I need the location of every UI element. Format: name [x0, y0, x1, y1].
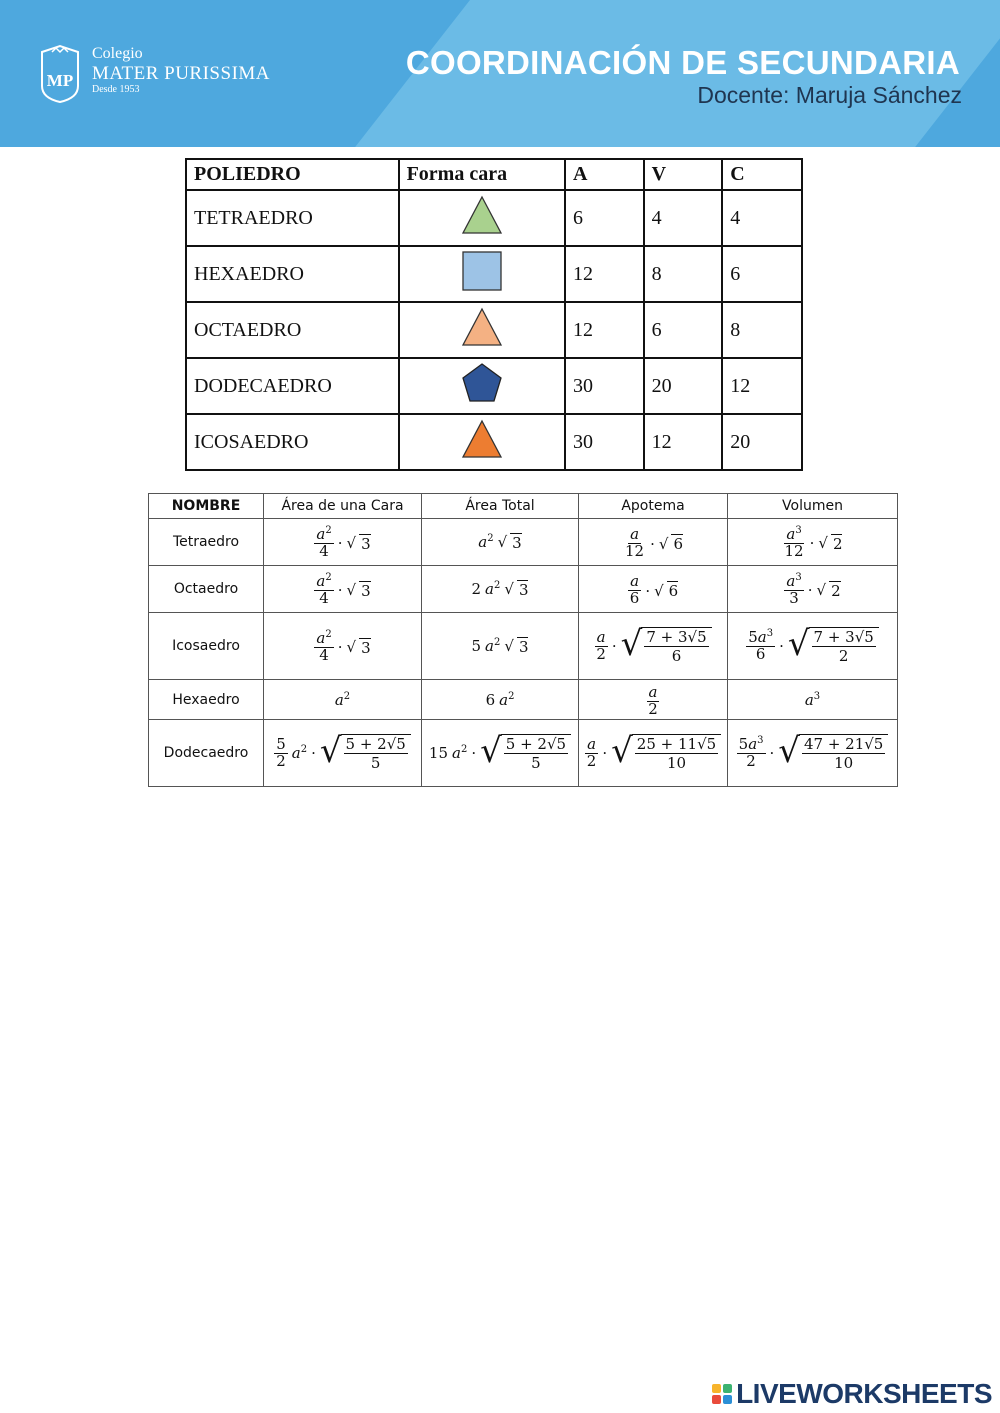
- formula: [784, 573, 840, 607]
- vertices-value: 12: [644, 414, 723, 470]
- formula: [335, 691, 350, 709]
- dot: ·: [645, 581, 651, 600]
- radicand: 6: [673, 535, 683, 553]
- vertices-value: 8: [644, 246, 723, 302]
- table-header-row: [149, 494, 898, 519]
- var-a: a: [648, 682, 658, 701]
- sqrt-sign: √: [611, 731, 633, 772]
- formula-cell: [579, 566, 728, 613]
- radicand: 3: [361, 534, 371, 553]
- poliedro-name: ICOSAEDRO: [186, 414, 399, 470]
- col-area-cara: Área de una Cara: [264, 494, 422, 519]
- den: 6: [629, 589, 640, 607]
- dot: ·: [602, 744, 608, 763]
- radicand: 3: [361, 638, 371, 657]
- poliedro-name: HEXAEDRO: [186, 246, 399, 302]
- fraction: [314, 630, 333, 664]
- triangle-icon: [460, 305, 504, 349]
- formula-cell: [422, 613, 579, 680]
- var-a: a: [786, 525, 796, 544]
- formula: [623, 527, 683, 560]
- coef: 5: [471, 637, 482, 656]
- caras-value: 20: [722, 414, 802, 470]
- var-a: a: [452, 744, 461, 762]
- fraction: [746, 629, 775, 663]
- poliedro-name: OCTAEDRO: [186, 302, 399, 358]
- formula: [805, 691, 820, 709]
- formula: [486, 691, 515, 709]
- caras-value: 12: [722, 358, 802, 414]
- exp: 3: [757, 735, 764, 747]
- formula-cell: [728, 566, 898, 613]
- school-name: [92, 46, 270, 95]
- formula-cell: [728, 720, 898, 787]
- col-nombre: NOMBRE: [149, 494, 264, 519]
- num: 5 + 2√5: [505, 735, 567, 753]
- radical: [611, 731, 721, 773]
- radical: [620, 624, 712, 666]
- exp: 2: [494, 580, 501, 592]
- caras-value: 6: [722, 246, 802, 302]
- dot: ·: [769, 744, 775, 762]
- radical: [778, 731, 888, 772]
- sqrt-sign: √: [346, 638, 357, 656]
- radicand: 3: [361, 581, 371, 600]
- sqrt-sign: √: [620, 624, 643, 665]
- polyhedron-name: Icosaedro: [149, 613, 264, 680]
- den: 6: [671, 647, 682, 666]
- polyhedron-name: Octaedro: [149, 566, 264, 613]
- radicand: 6: [668, 582, 679, 600]
- exp: 2: [460, 744, 468, 755]
- dot: ·: [809, 534, 815, 552]
- formula-cell: [264, 519, 422, 566]
- formula-cell: [422, 680, 579, 720]
- sqrt-sign: √: [816, 581, 827, 599]
- table-row: [186, 414, 802, 470]
- table-row: [149, 519, 898, 566]
- den: 2: [276, 751, 286, 770]
- var-a: a: [485, 637, 494, 656]
- fraction: [646, 682, 660, 718]
- sqrt-sign: √: [346, 534, 357, 552]
- formula-cell: [579, 613, 728, 680]
- poliedro-name: DODECAEDRO: [186, 358, 399, 414]
- formula: [783, 526, 843, 560]
- coef: 6: [485, 691, 496, 709]
- caras-value: 4: [722, 190, 802, 246]
- formula-cell: [728, 613, 898, 680]
- dot: ·: [611, 637, 617, 656]
- exp: 3: [795, 572, 802, 584]
- radicand: 3: [512, 533, 522, 552]
- coef: 5: [738, 735, 749, 754]
- logo-mark: MP: [46, 71, 74, 90]
- formula-cell: [579, 680, 728, 720]
- formula-cell: [728, 519, 898, 566]
- sqrt-sign: √: [654, 581, 664, 600]
- page-title: COORDINACIÓN DE SECUNDARIA: [405, 44, 960, 81]
- triangle-icon: [460, 193, 504, 237]
- var-a: a: [478, 533, 488, 552]
- num: 5 + 2√5: [345, 735, 406, 754]
- poliedro-name: TETRAEDRO: [186, 190, 399, 246]
- dot: ·: [650, 534, 655, 553]
- den: 12: [625, 542, 645, 560]
- aristas-value: 12: [565, 246, 644, 302]
- coef: 15: [428, 744, 448, 762]
- den: 2: [838, 647, 849, 665]
- col-poliedro: POLIEDRO: [186, 159, 399, 190]
- table-row: [149, 613, 898, 680]
- logo-line3: Desde 1953: [92, 84, 140, 95]
- table-row: [186, 246, 802, 302]
- logo-line1: Colegio: [92, 45, 143, 62]
- dot: ·: [311, 744, 316, 763]
- exp: 3: [813, 691, 821, 702]
- sqrt-sign: √: [504, 637, 514, 656]
- dot: ·: [337, 638, 343, 656]
- col-area-total: Área Total: [422, 494, 579, 519]
- formula-cell: [422, 519, 579, 566]
- var-a: a: [757, 628, 767, 647]
- polyhedron-name: Tetraedro: [149, 519, 264, 566]
- num: 7 + 3√5: [813, 628, 874, 646]
- formula-cell: [264, 566, 422, 613]
- den: 5: [370, 754, 381, 773]
- table-header-row: [186, 159, 802, 190]
- aristas-value: 12: [565, 302, 644, 358]
- formula-cell: [264, 680, 422, 720]
- exp: 2: [487, 533, 494, 545]
- table-row: [149, 680, 898, 720]
- exp: 2: [494, 637, 501, 649]
- fraction: [314, 526, 333, 560]
- coef: 5: [748, 628, 758, 647]
- sqrt-sign: √: [346, 581, 357, 599]
- aristas-value: 30: [565, 358, 644, 414]
- var-a: a: [630, 572, 640, 591]
- var-a: a: [499, 691, 509, 709]
- var-a: a: [334, 691, 344, 709]
- pentagon-icon: [460, 361, 504, 405]
- den: 4: [319, 542, 329, 560]
- formula: [472, 580, 529, 599]
- var-a: a: [630, 525, 640, 544]
- var-a: a: [587, 734, 597, 753]
- sqrt-sign: √: [480, 731, 502, 771]
- radicand: 3: [518, 637, 529, 656]
- table-row: [186, 190, 802, 246]
- aristas-value: 30: [565, 414, 644, 470]
- liveworksheets-icon: [712, 1384, 732, 1404]
- exp: 2: [325, 525, 332, 537]
- polyhedron-name: Hexaedro: [149, 680, 264, 720]
- logo-line2: MATER PURISSIMA: [92, 63, 271, 84]
- formula: [628, 574, 678, 607]
- col-volumen: Volumen: [728, 494, 898, 519]
- table-row: [149, 720, 898, 787]
- var-a: a: [485, 580, 494, 599]
- vertices-value: 4: [644, 190, 723, 246]
- den: 4: [319, 589, 329, 607]
- num: 7 + 3√5: [646, 628, 707, 647]
- dot: ·: [337, 534, 343, 552]
- fraction: [628, 574, 642, 607]
- den: 10: [666, 754, 687, 773]
- exp: 2: [325, 572, 332, 584]
- var-a: a: [316, 572, 326, 591]
- var-a: a: [316, 525, 326, 544]
- caras-value: 8: [722, 302, 802, 358]
- exp: 3: [766, 628, 774, 640]
- formula: [314, 526, 370, 560]
- header-banner: [0, 0, 1000, 147]
- exp: 2: [325, 629, 332, 641]
- radical: [787, 624, 879, 665]
- col-forma-cara: Forma cara: [399, 159, 565, 190]
- table-row: [186, 358, 802, 414]
- fraction: [585, 734, 599, 770]
- exp: 2: [300, 744, 308, 756]
- formula-cell: [422, 566, 579, 613]
- aristas-value: 6: [565, 190, 644, 246]
- polyhedra-table: [185, 158, 803, 471]
- formula: [585, 731, 721, 773]
- den: 2: [648, 699, 658, 718]
- formula: [737, 731, 889, 772]
- formula: [314, 630, 370, 664]
- num: 47 + 21√5: [803, 735, 884, 753]
- sqrt-sign: √: [504, 580, 514, 599]
- formula: [314, 573, 370, 607]
- var-a: a: [786, 572, 796, 591]
- col-apotema: Apotema: [579, 494, 728, 519]
- dot: ·: [807, 581, 813, 599]
- formula: [478, 533, 521, 552]
- formula: [646, 682, 660, 718]
- fraction: [314, 573, 333, 607]
- fraction: [737, 736, 766, 770]
- var-a: a: [316, 629, 326, 648]
- den: 12: [784, 542, 804, 560]
- exp: 3: [795, 525, 802, 537]
- formula-cell: [579, 720, 728, 787]
- den: 2: [596, 644, 606, 663]
- var-a: a: [748, 735, 758, 754]
- fraction: [594, 627, 608, 663]
- var-a: a: [596, 627, 606, 646]
- radicand: 2: [832, 534, 843, 553]
- triangle-icon: [460, 417, 504, 461]
- num: 25 + 11√5: [636, 735, 717, 754]
- col-aristas: A: [565, 159, 644, 190]
- formula: [746, 624, 879, 665]
- polyhedron-name: Dodecaedro: [149, 720, 264, 787]
- fraction: [274, 734, 288, 770]
- school-crest-icon: [40, 44, 80, 104]
- den: 4: [319, 646, 329, 664]
- formula-cell: [264, 720, 422, 787]
- den: 3: [789, 589, 799, 607]
- col-vertices: V: [644, 159, 723, 190]
- liveworksheets-text: LIVEWORKSHEETS: [736, 1378, 992, 1409]
- radical: [319, 731, 411, 773]
- sqrt-sign: √: [319, 731, 342, 772]
- formula-cell: [264, 613, 422, 680]
- exp: 2: [508, 691, 515, 702]
- sqrt-sign: √: [818, 534, 828, 552]
- formula: [472, 637, 529, 656]
- radical: [480, 731, 571, 772]
- var-a: a: [804, 691, 814, 709]
- vertices-value: 20: [644, 358, 723, 414]
- vertices-value: 6: [644, 302, 723, 358]
- liveworksheets-logo[interactable]: [712, 1378, 992, 1410]
- var-a: a: [291, 744, 301, 763]
- formula: [428, 731, 571, 772]
- fraction: [623, 527, 646, 560]
- fraction: [783, 526, 806, 560]
- sqrt-sign: √: [787, 624, 810, 664]
- square-icon: [460, 249, 504, 293]
- radicand: 3: [518, 580, 529, 599]
- den: 2: [746, 752, 756, 770]
- dot: ·: [779, 637, 784, 655]
- formula-cell: [728, 680, 898, 720]
- formula-cell: [579, 519, 728, 566]
- col-caras: C: [722, 159, 802, 190]
- den: 2: [586, 751, 597, 770]
- den: 6: [755, 645, 766, 663]
- sqrt-sign: √: [497, 533, 508, 552]
- sqrt-sign: √: [778, 731, 800, 771]
- formula-cell: [422, 720, 579, 787]
- table-row: [186, 302, 802, 358]
- table-row: [149, 566, 898, 613]
- exp: 2: [343, 691, 351, 702]
- coef: 2: [471, 580, 482, 599]
- fraction: [784, 573, 803, 607]
- formula: [274, 731, 411, 773]
- den: 5: [531, 754, 541, 772]
- teacher-name: Docente: Maruja Sánchez: [697, 82, 962, 108]
- formula: [594, 624, 711, 666]
- num: 5: [276, 734, 286, 753]
- den: 10: [834, 754, 854, 772]
- sqrt-sign: √: [658, 534, 669, 553]
- dot: ·: [337, 581, 343, 599]
- formulas-table: [148, 493, 898, 787]
- dot: ·: [471, 744, 477, 762]
- radicand: 2: [831, 581, 841, 600]
